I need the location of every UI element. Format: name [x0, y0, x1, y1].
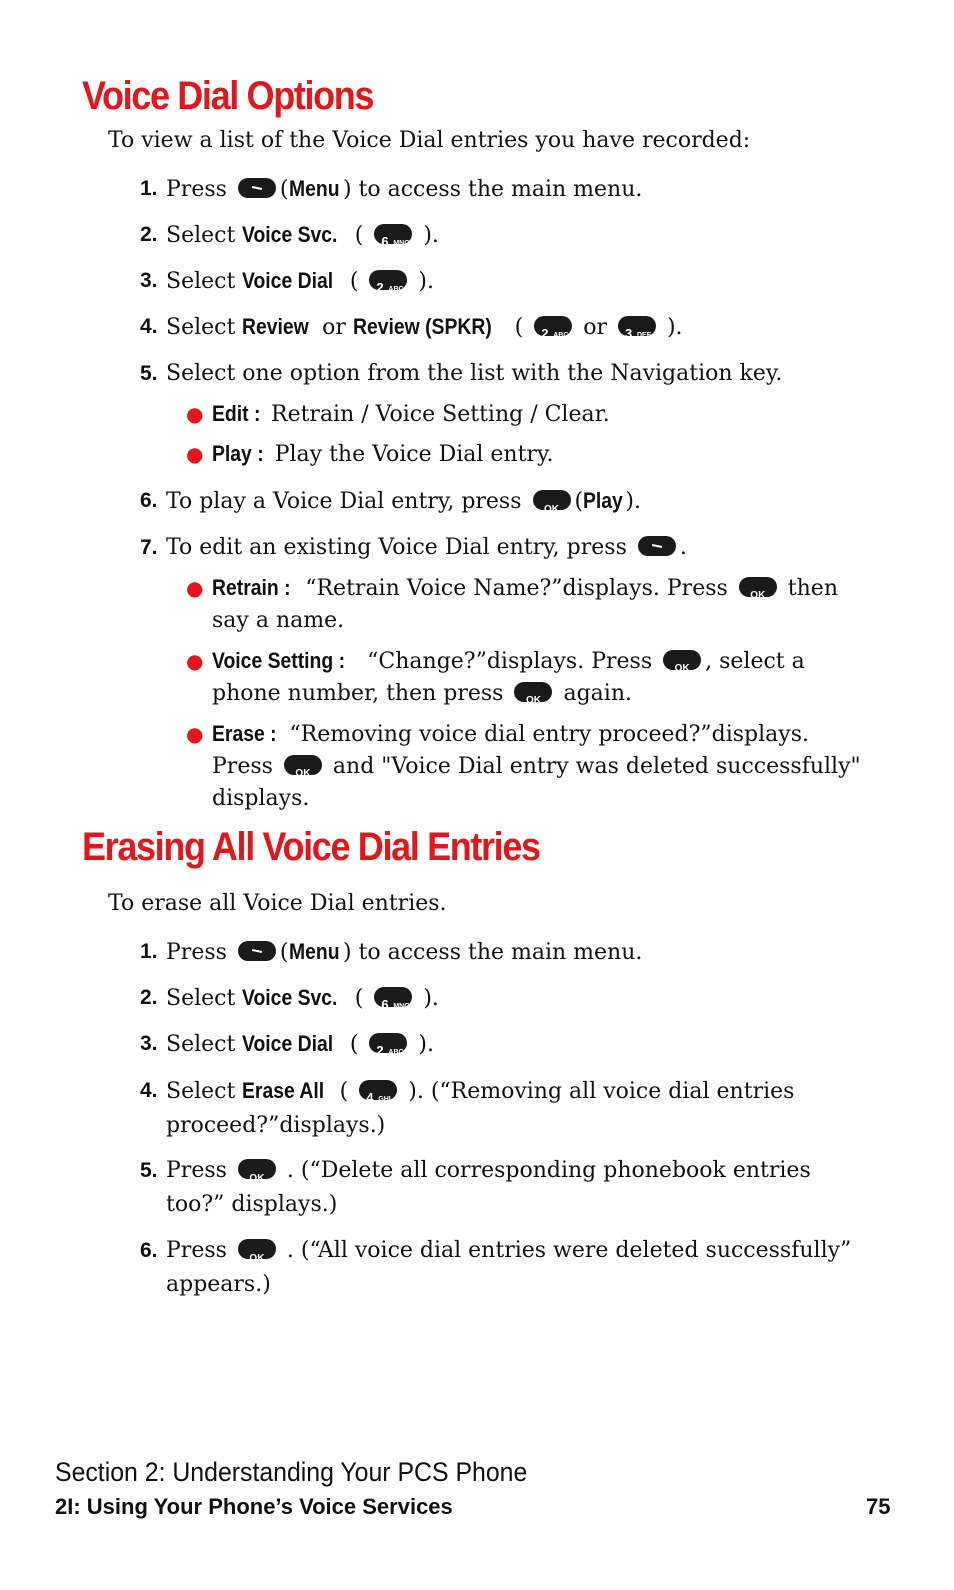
paren: ( — [354, 223, 371, 248]
ok-key-icon: OK — [533, 490, 571, 510]
bullet-label: Play : — [212, 441, 264, 466]
bullet-text: again. — [563, 681, 632, 706]
step-number: 5. — [140, 1159, 158, 1182]
menu-softkey-icon — [238, 178, 276, 198]
paren: ). — [625, 489, 641, 514]
step-text: To play a Voice Dial entry, press — [166, 489, 522, 514]
step-number: 2. — [140, 223, 158, 246]
ok-key-icon: OK — [739, 577, 777, 597]
menu-softkey-icon — [238, 941, 276, 961]
period: . — [679, 535, 687, 560]
step-text: Select — [166, 223, 236, 248]
bullet-text: Press — [212, 754, 273, 779]
erase-step-5 — [140, 1154, 860, 1222]
step-text: ). (“Removing all voice dial entries proceed?”displays.) — [166, 1079, 795, 1138]
step-number: 6. — [140, 489, 158, 512]
bullet-voice-setting — [186, 645, 866, 710]
step-text: ) to access the main menu. — [342, 177, 643, 202]
key-2-icon: 2 ABC — [534, 316, 572, 336]
section-title-erasing-all: Erasing All Voice Dial Entries — [82, 825, 540, 869]
step-number: 1. — [140, 177, 158, 200]
step-text: Select one option from the list with the Navigation key. — [166, 361, 783, 386]
step-number: 2. — [140, 986, 158, 1009]
paren: ( — [279, 177, 289, 202]
key-6-icon: 6 MNO — [374, 224, 412, 244]
step-text: . (“All voice dial entries were deleted successfully” appears.) — [166, 1238, 852, 1297]
step-text: Select — [166, 269, 236, 294]
step-number: 6. — [140, 1239, 158, 1262]
step-number: 4. — [140, 1079, 158, 1102]
step-3 — [140, 264, 860, 299]
step-7 — [140, 531, 860, 565]
step-5 — [140, 357, 860, 391]
step-number: 1. — [140, 940, 158, 963]
bullet-text: and "Voice Dial entry was deleted successfully" displays. — [212, 754, 861, 811]
paren: ( — [514, 315, 531, 340]
bullet-dot-icon: ● — [186, 722, 204, 746]
step-6 — [140, 484, 860, 519]
ok-key-icon: OK — [284, 755, 322, 775]
footer-chapter-title: 2I: Using Your Phone’s Voice Services — [55, 1494, 453, 1519]
key-6-icon: 6 MNO — [374, 987, 412, 1007]
paren: ( — [349, 1032, 366, 1057]
ok-key-icon: OK — [238, 1239, 276, 1259]
bullet-text: Retrain / Voice Setting / Clear. — [271, 402, 610, 427]
menu-label: Menu — [288, 939, 340, 964]
paren: ( — [354, 986, 371, 1011]
section-intro: To view a list of the Voice Dial entries you have recorded: — [108, 128, 751, 153]
step-number: 5. — [140, 362, 158, 385]
step-number: 7. — [140, 536, 158, 559]
step-2 — [140, 218, 860, 253]
bullet-play — [186, 438, 866, 471]
bullet-retrain — [186, 572, 866, 637]
bullet-erase — [186, 718, 866, 815]
paren: ( — [574, 489, 584, 514]
paren: ( — [349, 269, 366, 294]
bullet-label: Voice Setting : — [212, 648, 346, 673]
or-text: or — [583, 315, 607, 340]
voice-dial-label: Voice Dial — [242, 1031, 334, 1056]
bullet-text: “Removing voice dial entry proceed?”displays. — [289, 722, 810, 747]
voice-svc-label: Voice Svc. — [242, 222, 338, 247]
bullet-edit — [186, 398, 866, 431]
step-text: Select — [166, 315, 236, 340]
step-text: Press — [166, 1158, 227, 1183]
paren: ). — [416, 223, 439, 248]
voice-svc-label: Voice Svc. — [242, 985, 338, 1010]
review-label: Review — [242, 314, 310, 339]
step-text: . (“Delete all corresponding phonebook entries too?” displays.) — [166, 1158, 811, 1217]
bullet-text: then say a name. — [212, 576, 838, 633]
step-text: Select — [166, 986, 236, 1011]
key-3-icon: 3 DEF — [618, 316, 656, 336]
bullet-label: Edit : — [212, 401, 261, 426]
key-2-icon: 2 ABC — [369, 1033, 407, 1053]
key-2-icon: 2 ABC — [369, 270, 407, 290]
paren: ( — [339, 1079, 356, 1104]
ok-key-icon: OK — [238, 1159, 276, 1179]
ok-key-icon: OK — [663, 650, 701, 670]
bullet-text: , select a phone number, then press — [212, 649, 805, 706]
review-spkr-label: Review (SPKR) — [352, 314, 492, 339]
ok-key-icon: OK — [514, 682, 552, 702]
step-number: 3. — [140, 269, 158, 292]
menu-label: Menu — [288, 176, 340, 201]
section-title-voice-dial-options: Voice Dial Options — [82, 74, 374, 118]
step-text: Select — [166, 1079, 236, 1104]
bullet-dot-icon: ● — [186, 649, 204, 673]
bullet-text: “Retrain Voice Name?”displays. Press — [305, 576, 728, 601]
step-text: Press — [166, 177, 227, 202]
step-text: ) to access the main menu. — [342, 940, 643, 965]
footer-section-title: Section 2: Understanding Your PCS Phone — [55, 1457, 528, 1487]
step-number: 3. — [140, 1032, 158, 1055]
or-text: or — [322, 315, 346, 340]
step-1 — [140, 172, 860, 207]
page-number: 75 — [866, 1494, 891, 1519]
key-4-icon: 4 GHI — [359, 1080, 397, 1100]
section-intro: To erase all Voice Dial entries. — [108, 891, 447, 916]
step-text: Press — [166, 1238, 227, 1263]
bullet-dot-icon: ● — [186, 576, 204, 600]
bullet-text: Play the Voice Dial entry. — [274, 442, 554, 467]
paren: ( — [279, 940, 289, 965]
play-label: Play — [583, 488, 623, 513]
erase-step-2 — [140, 981, 860, 1016]
step-text: Press — [166, 940, 227, 965]
paren: ). — [659, 315, 683, 340]
step-text: To edit an existing Voice Dial entry, press — [166, 535, 627, 560]
voice-dial-label: Voice Dial — [242, 268, 334, 293]
bullet-label: Retrain : — [212, 575, 291, 600]
paren: ). — [416, 986, 439, 1011]
step-4 — [140, 310, 860, 345]
softkey-icon — [638, 536, 676, 556]
step-number: 4. — [140, 315, 158, 338]
bullet-dot-icon: ● — [186, 442, 204, 466]
paren: ). — [411, 269, 434, 294]
erase-step-4 — [140, 1074, 860, 1143]
step-text: Select — [166, 1032, 236, 1057]
erase-step-6 — [140, 1234, 860, 1302]
erase-step-1 — [140, 935, 860, 970]
bullet-label: Erase : — [212, 721, 277, 746]
bullet-dot-icon: ● — [186, 402, 204, 426]
erase-all-label: Erase All — [242, 1078, 325, 1103]
bullet-text: “Change?”displays. Press — [367, 649, 653, 674]
erase-step-3 — [140, 1027, 860, 1062]
paren: ). — [411, 1032, 434, 1057]
